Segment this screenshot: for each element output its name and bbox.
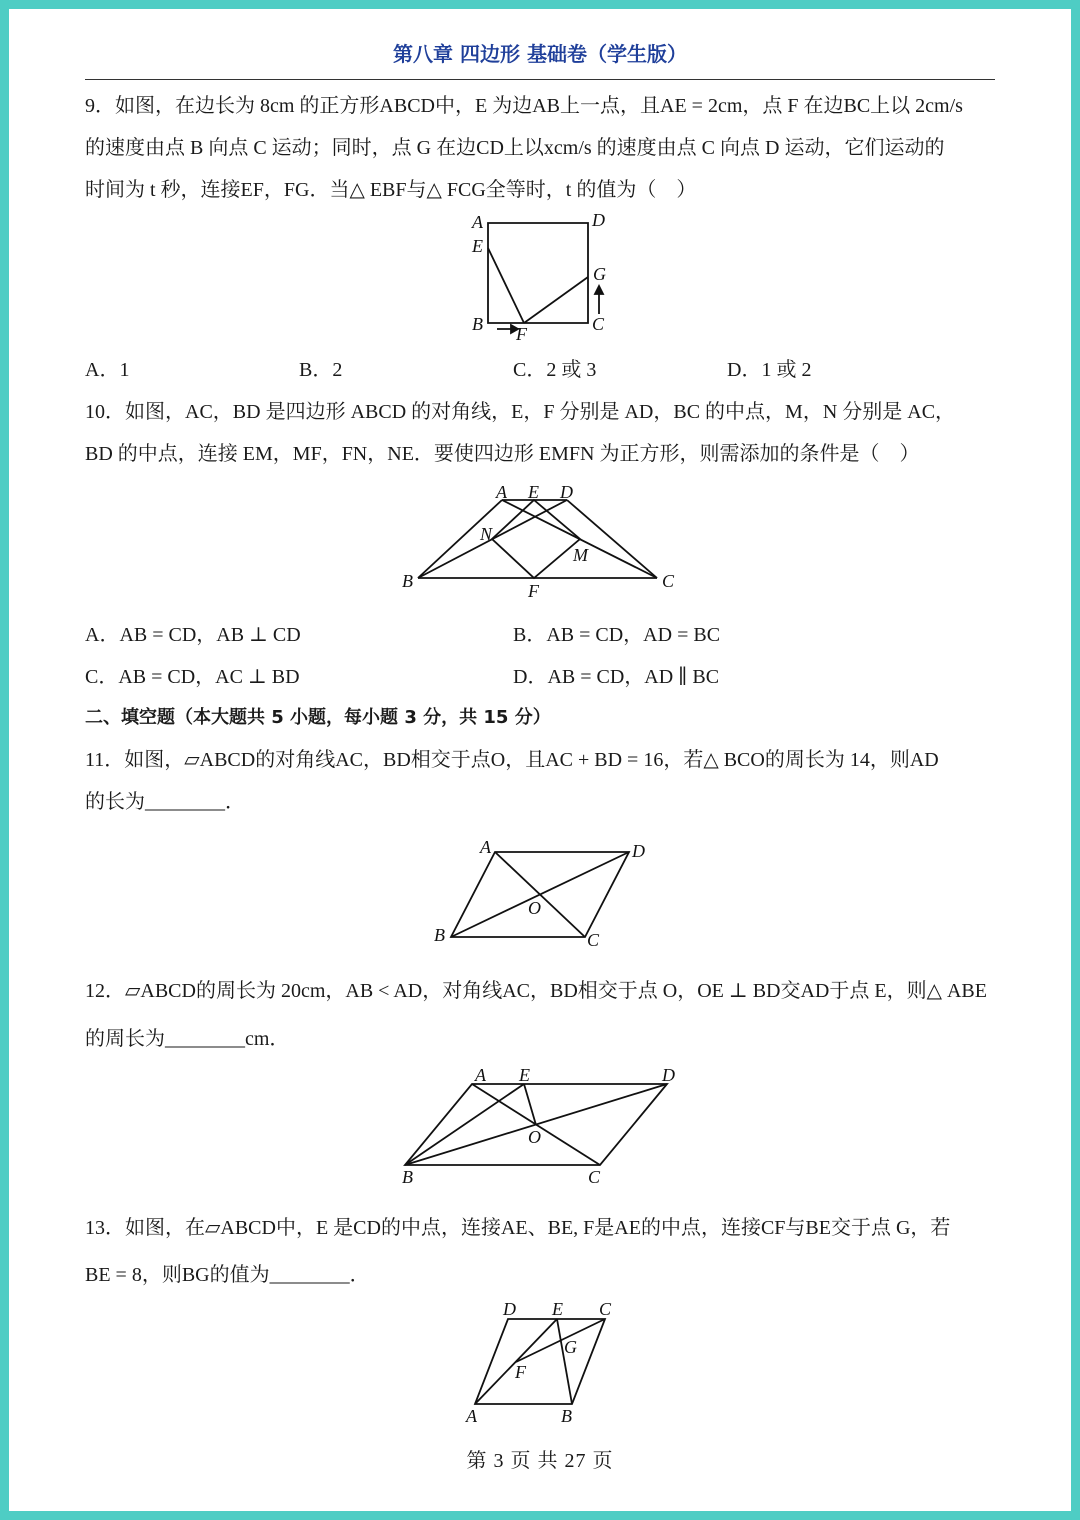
- q13-label-a: A: [466, 1406, 477, 1426]
- q13-figure: [455, 1296, 635, 1431]
- q12-label-e: E: [519, 1065, 530, 1085]
- q13-label-c: C: [599, 1299, 612, 1319]
- section-title: 二、填空题（本大题共 5 小题，每小题 3 分，共 15 分）: [85, 707, 551, 728]
- q11-line-1: 11．如图，▱ABCD的对角线AC，BD相交于点O，且AC + BD = 16，若△ BCO的周长为 14，则AD: [85, 749, 939, 771]
- q9-option-c: C．2 或 3: [513, 359, 597, 381]
- q12-figure: [395, 1063, 695, 1193]
- q9-label-a: A: [472, 212, 483, 232]
- q9-line-3: 时间为 t 秒，连接EF，FG．当△ EBF与△ FCG全等时，t 的值为（ ）: [85, 179, 697, 201]
- q9-segment-ef: [488, 248, 524, 323]
- q13-line-2: BE = 8，则BG的值为________．: [85, 1264, 370, 1286]
- q9-option-a: A．1: [85, 359, 130, 381]
- q13-label-f: F: [515, 1362, 526, 1382]
- q10-label-d: D: [560, 482, 573, 502]
- q13-parallelogram: [475, 1319, 605, 1404]
- q10-label-n: N: [480, 524, 493, 544]
- q9-figure: [460, 208, 620, 348]
- q11-diagonal-bd: [451, 852, 629, 937]
- q13-line-1: 13．如图，在▱ABCD中，E 是CD的中点，连接AE、BE, F是AE的中点，连接CF与BE交于点 G，若: [85, 1217, 951, 1239]
- q9-label-d: D: [592, 210, 605, 230]
- q10-line-1: 10．如图，AC，BD 是四边形 ABCD 的对角线，E，F 分别是 AD，BC 的中点，M，N 分别是 AC，: [85, 401, 956, 423]
- q11-line-2: 的长为________．: [85, 791, 245, 813]
- q12-label-o: O: [528, 1127, 541, 1147]
- q9-label-g: G: [593, 264, 606, 284]
- q12-line-1: 12．▱ABCD的周长为 20cm，AB < AD，对角线AC，BD相交于点 O，OE ⊥ BD交AD于点 E，则△ ABE: [85, 980, 987, 1002]
- q10-option-b: B．AB = CD，AD = BC: [513, 624, 721, 646]
- q10-label-m: M: [573, 545, 588, 565]
- header-divider: [85, 79, 995, 80]
- q13-segment-be: [557, 1319, 572, 1404]
- q10-option-c: C．AB = CD，AC ⊥ BD: [85, 666, 300, 688]
- q9-line-1: 9．如图，在边长为 8cm 的正方形ABCD中，E 为边AB上一点，且AE = 2cm，点 F 在边BC上以 2cm/s: [85, 95, 963, 117]
- page-title: 第八章 四边形 基础卷（学生版）: [393, 42, 687, 66]
- q11-label-b: B: [434, 925, 445, 945]
- q10-quad-emfn: [492, 500, 580, 578]
- q12-label-c: C: [588, 1167, 601, 1187]
- q10-label-e: E: [528, 482, 539, 502]
- q10-label-a: A: [496, 482, 507, 502]
- q9-line-2: 的速度由点 B 向点 C 运动；同时，点 G 在边CD上以xcm/s 的速度由点 C 向点 D 运动，它们运动的: [85, 137, 945, 159]
- q12-segment-be: [405, 1084, 524, 1165]
- q11-label-d: D: [632, 841, 645, 861]
- q10-label-b: B: [402, 571, 413, 591]
- q10-label-f: F: [528, 581, 539, 601]
- q9-label-e: E: [472, 236, 483, 256]
- q12-label-a: A: [475, 1065, 486, 1085]
- q13-label-b: B: [561, 1406, 572, 1426]
- q11-figure: [425, 832, 665, 957]
- q9-label-f: F: [516, 324, 527, 344]
- q12-line-2: 的周长为________cm．: [85, 1028, 290, 1050]
- q9-option-b: B．2: [299, 359, 343, 381]
- q9-label-b: B: [472, 314, 483, 334]
- q10-label-c: C: [662, 571, 675, 591]
- q11-label-a: A: [480, 837, 491, 857]
- q10-option-a: A．AB = CD，AB ⊥ CD: [85, 624, 301, 646]
- q13-label-d: D: [503, 1299, 516, 1319]
- q9-label-c: C: [592, 314, 605, 334]
- q12-label-d: D: [662, 1065, 675, 1085]
- q10-figure: [395, 480, 695, 605]
- q9-arrowhead-cg: [595, 286, 603, 294]
- q12-label-b: B: [402, 1167, 413, 1187]
- q9-segment-fg: [524, 277, 588, 323]
- q9-option-d: D．1 或 2: [727, 359, 812, 381]
- q9-square: [488, 223, 588, 323]
- q13-label-e: E: [552, 1299, 563, 1319]
- page-footer: 第 3 页 共 27 页: [466, 1450, 614, 1472]
- q11-label-c: C: [587, 930, 600, 950]
- q10-line-2: BD 的中点，连接 EM，MF，FN，NE．要使四边形 EMFN 为正方形，则需添加的条件是（ ）: [85, 443, 920, 465]
- q13-label-g: G: [564, 1337, 577, 1357]
- q10-option-d: D．AB = CD，AD ∥ BC: [513, 666, 720, 688]
- q11-label-o: O: [528, 898, 541, 918]
